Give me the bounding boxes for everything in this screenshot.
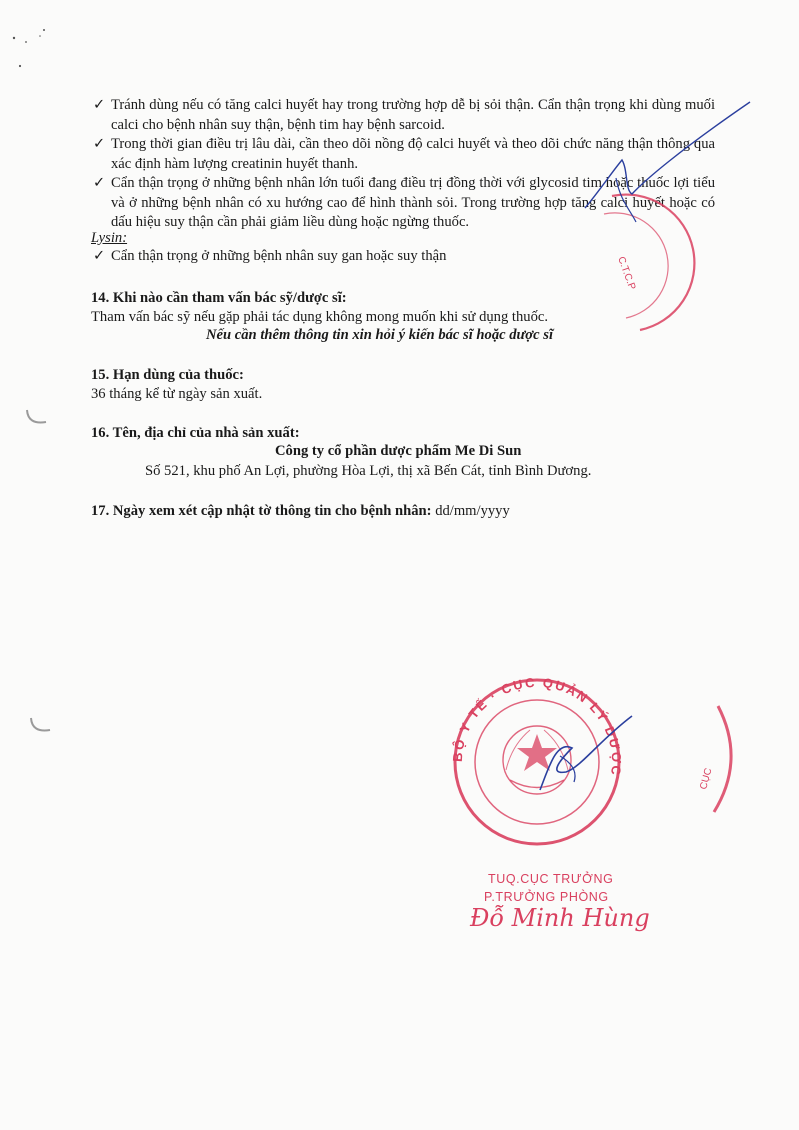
section-14-body: Tham vấn bác sỹ nếu gặp phải tác dụng không mong muốn khi sử dụng thuốc. xyxy=(91,309,548,325)
lysin-label: Lysin: xyxy=(91,230,128,246)
bullet-lysin-caution xyxy=(93,247,715,267)
bullet-elderly-caution xyxy=(93,174,715,233)
right-stamp-text: CỤC xyxy=(698,766,715,791)
section-16-heading: 16. Tên, địa chỉ của nhà sản xuất: xyxy=(91,425,300,441)
bullet-text: Tránh dùng nếu có tăng calci huyết hay trong trường hợp dễ bị sỏi thận. Cẩn thận trọng khi dùng muối calci cho bệnh nhân suy thận, bệnh tim hay bệnh sarcoid. xyxy=(111,97,715,133)
section-15-body: 36 tháng kể từ ngày sản xuất. xyxy=(91,386,263,402)
section-15-heading: 15. Hạn dùng của thuốc: xyxy=(91,367,244,383)
signature-title-1: TUQ.CỤC TRƯỞNG xyxy=(488,872,614,886)
section-17 xyxy=(91,502,510,521)
bullet-avoid-hypercalcemia xyxy=(93,96,715,135)
section-14-heading: 14. Khi nào cần tham vấn bác sỹ/dược sĩ: xyxy=(91,290,347,306)
stamp-edge-text: C.T.C.P xyxy=(615,255,638,292)
signature-title-2: P.TRƯỞNG PHÒNG xyxy=(484,890,609,904)
check-icon: ✓ xyxy=(93,136,106,152)
check-icon: ✓ xyxy=(93,97,106,113)
manufacturer-name: Công ty cổ phần dược phẩm Me Di Sun xyxy=(275,443,522,459)
punch-hole-mark xyxy=(24,408,50,430)
bullet-long-term-monitoring xyxy=(93,135,715,174)
punch-hole-mark xyxy=(28,716,54,738)
bullet-text: Trong thời gian điều trị lâu dài, cần theo dõi nồng độ calci huyết và theo dõi chức năng thận thông qua xác định hàm lượng creatinin huyết thanh. xyxy=(111,136,715,172)
section-17-value: dd/mm/yyyy xyxy=(435,503,510,519)
signatory-name: Đỗ Minh Hùng xyxy=(470,904,650,932)
bullet-text: Cẩn thận trọng ở những bệnh nhân suy gan hoặc suy thận xyxy=(111,248,447,264)
check-icon: ✓ xyxy=(93,248,106,264)
check-icon: ✓ xyxy=(93,175,106,191)
section-17-heading: 17. Ngày xem xét cập nhật tờ thông tin cho bệnh nhân: xyxy=(91,503,432,519)
section-14-note: Nếu cần thêm thông tin xin hỏi ý kiến bác sĩ hoặc dược sĩ xyxy=(206,327,553,343)
manufacturer-address: Số 521, khu phố An Lợi, phường Hòa Lợi, thị xã Bến Cát, tỉnh Bình Dương. xyxy=(145,463,592,479)
stamp-ring-text: BỘ Y TẾ · CỤC QUẢN LÝ DƯỢC xyxy=(449,674,625,778)
bullet-text: Cẩn thận trọng ở những bệnh nhân lớn tuổi đang điều trị đồng thời với glycosid tim hoặc thuốc lợi tiểu và ở những bệnh nhân có xu hướng cao để hình thành sỏi. Trong trường hợp tăng calci huyết hoặc có dấu hiệu suy thận cần phải giảm liều dùng hoặc ngừng thuốc. xyxy=(111,175,715,230)
